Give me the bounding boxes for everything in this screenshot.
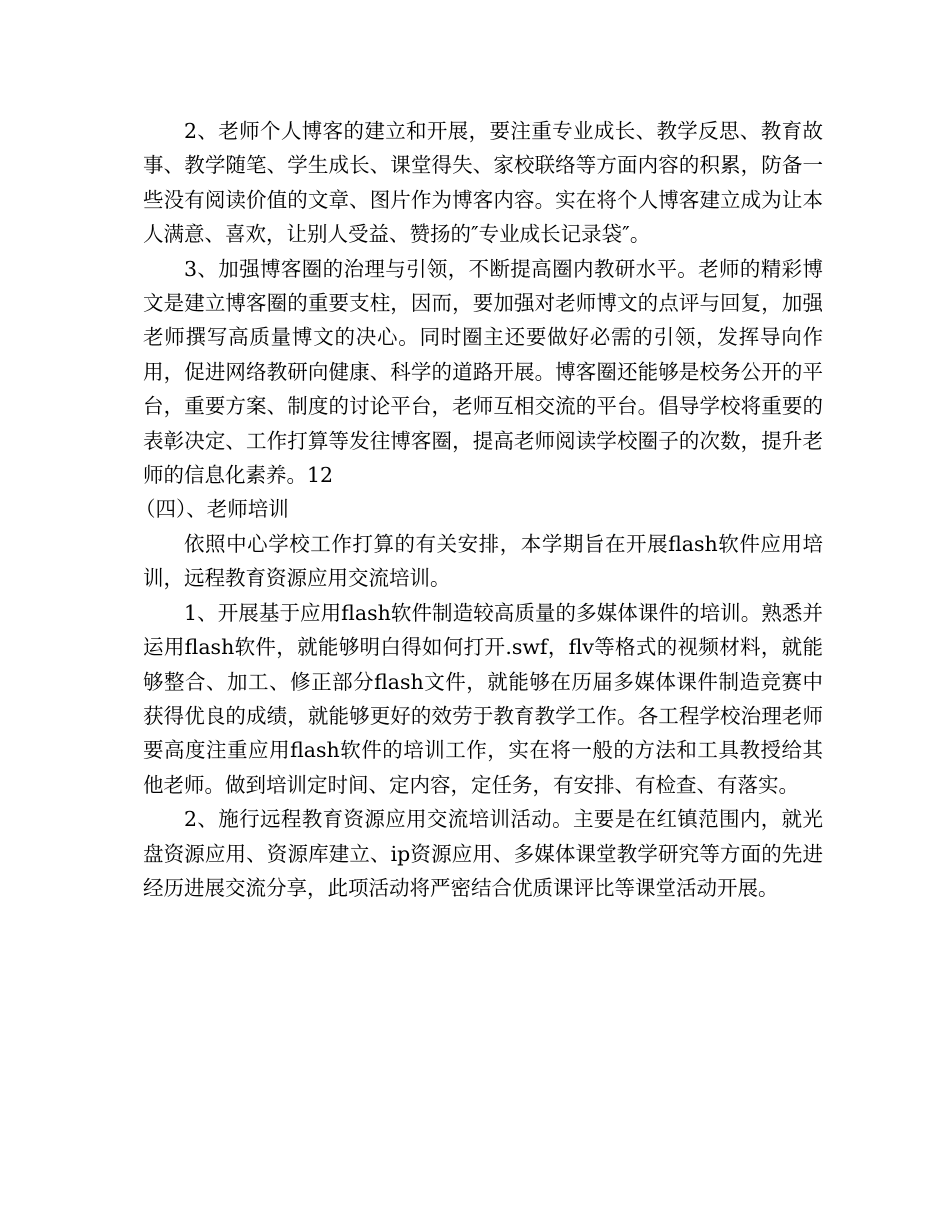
paragraph-blog-circle: 3、加强博客圈的治理与引领，不断提高圈内教研水平。老师的精彩博文是建立博客圈的重要支柱，因而，要加强对老师博文的点评与回复，加强老师撰写高质量博文的决心。同时圈主还要做好必需的引领，发挥导向作用，促进网络教研向健康、科学的道路开展。博客圈还能够是校务公开的平台，重要方案、制度的讨论平台，老师互相交流的平台。倡导学校将重要的表彰决定、工作打算等发往博客圈，提高老师阅读学校圈子的次数，提升老师的信息化素养。12 [143, 256, 823, 488]
paragraph-flash-training: 1、开展基于应用flash软件制造较高质量的多媒体课件的培训。熟悉并运用flash软件，就能够明白得如何打开.swf，flv等格式的视频材料，就能够整合、加工、修正部分flash文件，就能够在历届多媒体课件制造竞赛中获得优良的成绩，就能够更好的效劳于教育教学工作。各工程学校治理老师要高度注重应用flash软件的培训工作，实在将一般的方法和工具教授给其他老师。做到培训定时间、定内容，定任务，有安排、有检查、有落实。 [143, 600, 823, 797]
paragraph-remote-education: 2、施行远程教育资源应用交流培训活动。主要是在红镇范围内，就光盘资源应用、资源库建立、ip资源应用、多媒体课堂教学研究等方面的先进经历进展交流分享，此项活动将严密结合优质课评比等课堂活动开展。 [143, 807, 823, 900]
paragraph-blog-personal: 2、老师个人博客的建立和开展，要注重专业成长、教学反思、教育故事、教学随笔、学生成长、课堂得失、家校联络等方面内容的积累，防备一些没有阅读价值的文章、图片作为博客内容。实在将个人博客建立成为让本人满意、喜欢，让别人受益、赞扬的″专业成长记录袋″。 [143, 119, 823, 247]
document-page [135, 114, 823, 905]
paragraph-training-intro: 依照中心学校工作打算的有关安排，本学期旨在开展flash软件应用培训，远程教育资源应用交流培训。 [143, 531, 823, 591]
section-heading-teacher-training: （四）、老师培训 [135, 497, 289, 522]
